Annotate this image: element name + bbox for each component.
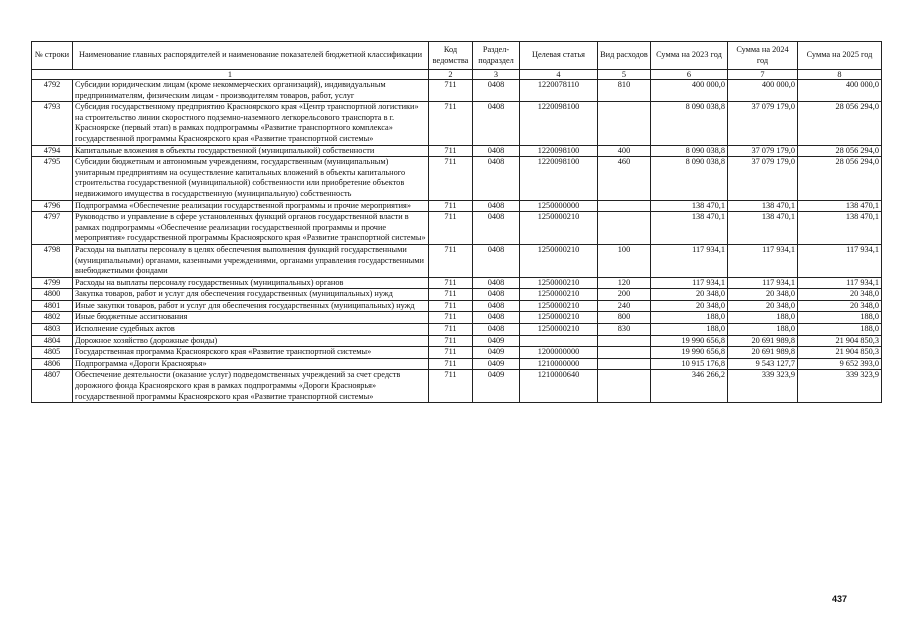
column-index: 7: [728, 70, 798, 80]
sum-2025: 21 904 850,3: [798, 347, 882, 359]
target-article: 1220098100: [520, 102, 598, 145]
table-header-row: [32, 42, 882, 70]
section-code: 0408: [473, 145, 520, 157]
target-article: 1210000640: [520, 370, 598, 403]
sum-2023: 138 470,1: [651, 200, 728, 212]
expense-kind: [598, 370, 651, 403]
expense-kind: [598, 212, 651, 245]
row-number: 4803: [32, 324, 73, 336]
budget-table: [31, 41, 882, 403]
section-code: 0408: [473, 157, 520, 200]
expense-kind: 200: [598, 289, 651, 301]
target-article: 1250000000: [520, 200, 598, 212]
target-article: [520, 335, 598, 347]
header-section: Раздел-подраздел: [473, 42, 520, 70]
column-index: 1: [32, 70, 429, 80]
sum-2024: 9 543 127,7: [728, 358, 798, 370]
table-row: [32, 102, 882, 145]
sum-2023: 8 090 038,8: [651, 157, 728, 200]
column-index-row: [32, 70, 882, 80]
header-sum-2024: Сумма на 2024 год: [728, 42, 798, 70]
row-number: 4798: [32, 244, 73, 277]
expense-kind: 240: [598, 300, 651, 312]
table-row: [32, 370, 882, 403]
department-code: 711: [429, 324, 473, 336]
section-code: 0408: [473, 244, 520, 277]
section-code: 0408: [473, 200, 520, 212]
page-number: 437: [832, 594, 848, 604]
expense-kind: 460: [598, 157, 651, 200]
header-target-article: Целевая статья: [520, 42, 598, 70]
column-index: 3: [473, 70, 520, 80]
header-sum-2025: Сумма на 2025 год: [798, 42, 882, 70]
department-code: 711: [429, 157, 473, 200]
sum-2025: 188,0: [798, 324, 882, 336]
sum-2025: 20 348,0: [798, 289, 882, 301]
expense-kind: 120: [598, 277, 651, 289]
row-name: Субсидия государственному предприятию Красноярского края «Центр транспортной логистики» на строительство линии скоростного подземно-наземного легкорельсового транспорта в г. Красноярске (первый этап) в рамках подпрограммы «Развитие транспортного комплекса» государственной программы Красноярского края «Развитие транспортной системы»: [73, 102, 429, 145]
table-row: [32, 324, 882, 336]
row-name: Государственная программа Красноярского края «Развитие транспортной системы»: [73, 347, 429, 359]
table-row: [32, 157, 882, 200]
section-code: 0409: [473, 335, 520, 347]
row-number: 4805: [32, 347, 73, 359]
target-article: 1220098100: [520, 145, 598, 157]
row-name: Расходы на выплаты персоналу в целях обеспечения выполнения функций государственными (муниципальными) органами, казенными учреждениями, органами управления государственными внебюджетными фондами: [73, 244, 429, 277]
expense-kind: [598, 347, 651, 359]
sum-2023: 10 915 176,8: [651, 358, 728, 370]
expense-kind: 100: [598, 244, 651, 277]
sum-2023: 346 266,2: [651, 370, 728, 403]
header-expense-kind: Вид расходов: [598, 42, 651, 70]
sum-2024: 37 079 179,0: [728, 157, 798, 200]
header-name: Наименование главных распорядителей и наименование показателей бюджетной классификации: [73, 42, 429, 70]
sum-2023: 117 934,1: [651, 244, 728, 277]
row-number: 4807: [32, 370, 73, 403]
department-code: 711: [429, 277, 473, 289]
department-code: 711: [429, 244, 473, 277]
sum-2025: 400 000,0: [798, 80, 882, 102]
sum-2023: 8 090 038,8: [651, 145, 728, 157]
section-code: 0408: [473, 300, 520, 312]
column-index: 6: [651, 70, 728, 80]
row-number: 4799: [32, 277, 73, 289]
department-code: 711: [429, 335, 473, 347]
expense-kind: 400: [598, 145, 651, 157]
sum-2024: 339 323,9: [728, 370, 798, 403]
row-name: Дорожное хозяйство (дорожные фонды): [73, 335, 429, 347]
table-row: [32, 358, 882, 370]
row-name: Подпрограмма «Обеспечение реализации государственной программы и прочие мероприятия»: [73, 200, 429, 212]
department-code: 711: [429, 347, 473, 359]
sum-2025: 138 470,1: [798, 212, 882, 245]
row-number: 4795: [32, 157, 73, 200]
section-code: 0408: [473, 102, 520, 145]
section-code: 0408: [473, 277, 520, 289]
table-row: [32, 80, 882, 102]
table-row: [32, 244, 882, 277]
department-code: 711: [429, 370, 473, 403]
sum-2025: 21 904 850,3: [798, 335, 882, 347]
row-name: Иные бюджетные ассигнования: [73, 312, 429, 324]
row-number: 4793: [32, 102, 73, 145]
section-code: 0409: [473, 370, 520, 403]
sum-2024: 138 470,1: [728, 212, 798, 245]
column-index: 4: [520, 70, 598, 80]
sum-2025: 20 348,0: [798, 300, 882, 312]
sum-2024: 188,0: [728, 312, 798, 324]
table-row: [32, 200, 882, 212]
row-number: 4797: [32, 212, 73, 245]
section-code: 0408: [473, 312, 520, 324]
row-name: Обеспечение деятельности (оказание услуг) подведомственных учреждений за счет средств дорожного фонда Красноярского края в рамках подпрограммы «Дороги Красноярья» государственной программы Красноярского края «Развитие транспортной системы»: [73, 370, 429, 403]
department-code: 711: [429, 145, 473, 157]
row-number: 4801: [32, 300, 73, 312]
section-code: 0408: [473, 212, 520, 245]
sum-2024: 20 691 989,8: [728, 335, 798, 347]
sum-2025: 339 323,9: [798, 370, 882, 403]
sum-2024: 20 348,0: [728, 289, 798, 301]
header-sum-2023: Сумма на 2023 год: [651, 42, 728, 70]
target-article: 1250000210: [520, 324, 598, 336]
column-index: 5: [598, 70, 651, 80]
table-row: [32, 212, 882, 245]
sum-2023: 8 090 038,8: [651, 102, 728, 145]
sum-2025: 138 470,1: [798, 200, 882, 212]
table-row: [32, 277, 882, 289]
sum-2024: 117 934,1: [728, 244, 798, 277]
section-code: 0409: [473, 347, 520, 359]
header-department-code: Код ведомства: [429, 42, 473, 70]
department-code: 711: [429, 80, 473, 102]
row-number: 4806: [32, 358, 73, 370]
sum-2025: 28 056 294,0: [798, 157, 882, 200]
sum-2024: 37 079 179,0: [728, 102, 798, 145]
row-name: Субсидии юридическим лицам (кроме некоммерческих организаций), индивидуальным предпринимателям, физическим лицам - производителям товаров, работ, услуг: [73, 80, 429, 102]
expense-kind: [598, 102, 651, 145]
target-article: 1250000210: [520, 312, 598, 324]
section-code: 0408: [473, 80, 520, 102]
expense-kind: [598, 200, 651, 212]
header-row-number: № строки: [32, 42, 73, 70]
section-code: 0409: [473, 358, 520, 370]
row-number: 4794: [32, 145, 73, 157]
sum-2025: 28 056 294,0: [798, 102, 882, 145]
expense-kind: [598, 358, 651, 370]
row-name: Исполнение судебных актов: [73, 324, 429, 336]
department-code: 711: [429, 102, 473, 145]
row-number: 4792: [32, 80, 73, 102]
sum-2023: 188,0: [651, 324, 728, 336]
table-row: [32, 300, 882, 312]
expense-kind: 830: [598, 324, 651, 336]
sum-2023: 188,0: [651, 312, 728, 324]
row-name: Подпрограмма «Дороги Красноярья»: [73, 358, 429, 370]
table-row: [32, 312, 882, 324]
department-code: 711: [429, 212, 473, 245]
row-name: Расходы на выплаты персоналу государственных (муниципальных) органов: [73, 277, 429, 289]
sum-2023: 20 348,0: [651, 300, 728, 312]
sum-2024: 117 934,1: [728, 277, 798, 289]
target-article: 1220098100: [520, 157, 598, 200]
target-article: 1250000210: [520, 212, 598, 245]
sum-2025: 28 056 294,0: [798, 145, 882, 157]
row-name: Капитальные вложения в объекты государственной (муниципальной) собственности: [73, 145, 429, 157]
sum-2025: 117 934,1: [798, 244, 882, 277]
target-article: 1200000000: [520, 347, 598, 359]
department-code: 711: [429, 200, 473, 212]
sum-2025: 117 934,1: [798, 277, 882, 289]
sum-2023: 400 000,0: [651, 80, 728, 102]
target-article: 1250000210: [520, 244, 598, 277]
target-article: 1250000210: [520, 289, 598, 301]
sum-2023: 138 470,1: [651, 212, 728, 245]
sum-2024: 20 691 989,8: [728, 347, 798, 359]
sum-2023: 19 990 656,8: [651, 347, 728, 359]
sum-2024: 20 348,0: [728, 300, 798, 312]
row-number: 4800: [32, 289, 73, 301]
expense-kind: [598, 335, 651, 347]
department-code: 711: [429, 300, 473, 312]
row-number: 4804: [32, 335, 73, 347]
table-row: [32, 145, 882, 157]
sum-2025: 188,0: [798, 312, 882, 324]
target-article: 1210000000: [520, 358, 598, 370]
section-code: 0408: [473, 289, 520, 301]
row-number: 4796: [32, 200, 73, 212]
department-code: 711: [429, 312, 473, 324]
row-name: Руководство и управление в сфере установленных функций органов государственной власти в рамках подпрограммы «Обеспечение реализации государственной программы и прочие мероприятия» государственной программы Красноярского края «Развитие транспортной системы»: [73, 212, 429, 245]
table-body: [32, 80, 882, 403]
sum-2025: 9 652 393,0: [798, 358, 882, 370]
department-code: 711: [429, 358, 473, 370]
sum-2024: 138 470,1: [728, 200, 798, 212]
table-row: [32, 347, 882, 359]
row-name: Закупка товаров, работ и услуг для обеспечения государственных (муниципальных) нужд: [73, 289, 429, 301]
target-article: 1220078110: [520, 80, 598, 102]
column-index: 8: [798, 70, 882, 80]
section-code: 0408: [473, 324, 520, 336]
sum-2024: 188,0: [728, 324, 798, 336]
expense-kind: 810: [598, 80, 651, 102]
column-index: 2: [429, 70, 473, 80]
department-code: 711: [429, 289, 473, 301]
target-article: 1250000210: [520, 300, 598, 312]
sum-2024: 400 000,0: [728, 80, 798, 102]
row-name: Субсидии бюджетным и автономным учреждениям, государственным (муниципальным) унитарным предприятиям на осуществление капитальных вложений в объекты капитального строительства государственной (муниципальной) собственности или приобретение объектов недвижимого имущества в государственную (муниципальную) собственность: [73, 157, 429, 200]
sum-2024: 37 079 179,0: [728, 145, 798, 157]
row-name: Иные закупки товаров, работ и услуг для обеспечения государственных (муниципальных) нужд: [73, 300, 429, 312]
sum-2023: 117 934,1: [651, 277, 728, 289]
row-number: 4802: [32, 312, 73, 324]
table-row: [32, 289, 882, 301]
sum-2023: 20 348,0: [651, 289, 728, 301]
target-article: 1250000210: [520, 277, 598, 289]
sum-2023: 19 990 656,8: [651, 335, 728, 347]
expense-kind: 800: [598, 312, 651, 324]
table-row: [32, 335, 882, 347]
